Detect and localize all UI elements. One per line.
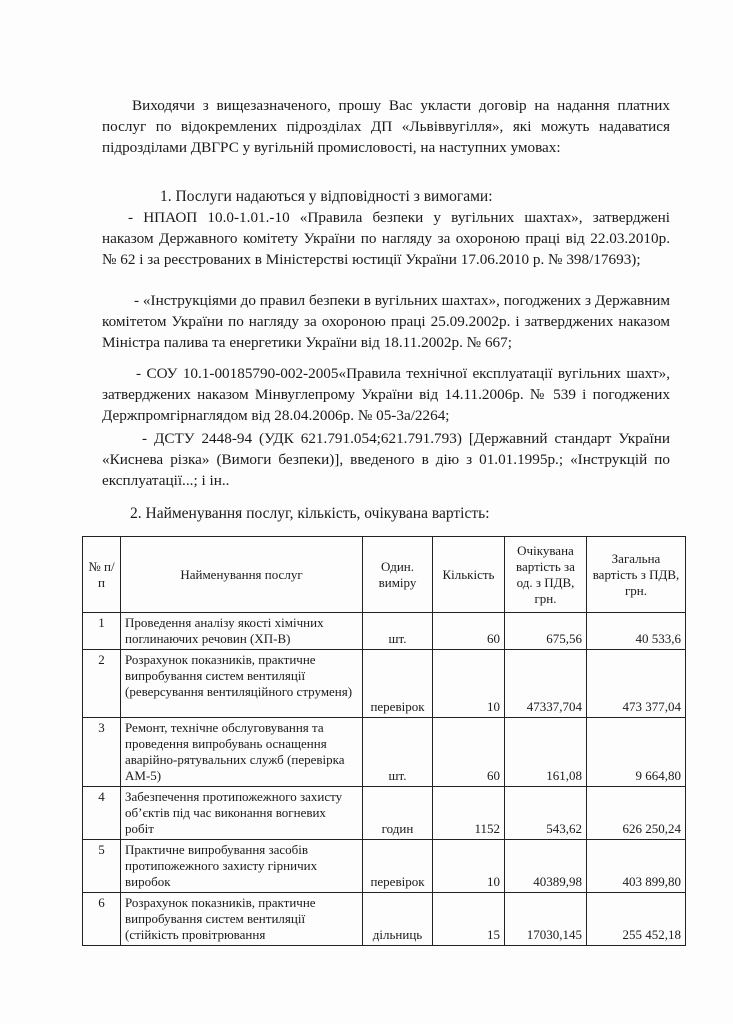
row-no: 2 [83, 650, 121, 718]
row-unit-price: 675,56 [505, 613, 587, 650]
requirement-item: - НПАОП 10.0-1.01.-10 «Правила безпеки у вугільних шахтах», затверджені наказом Державного комітету України по нагляду за охороною праці від 22.03.2010р. № 62 і за реєстрованих в Міністерстві юстиції України 17.06.2010 р. № 398/17693); [102, 209, 670, 268]
header-unit: Один. виміру [363, 537, 433, 613]
row-qty: 1152 [433, 787, 505, 840]
row-unit: перевірок [363, 840, 433, 893]
row-total: 473 377,04 [587, 650, 686, 718]
row-unit: шт. [363, 613, 433, 650]
row-name: Забезпечення протипожежного захисту об’єктів під час виконання вогневих робіт [121, 787, 363, 840]
table-row [83, 787, 686, 840]
row-unit-price: 17030,145 [505, 893, 587, 946]
table-row [83, 718, 686, 787]
header-no: № п/п [83, 537, 121, 613]
requirement-item: - СОУ 10.1-00185790-002-2005«Правила технічної експлуатації вугільних шахт», затверджених наказом Мінвуглепрому України від 14.11.2006р. № 539 і погоджених Держпромгірнаглядом від 28.04.2006р. № 05-3а/2264; [102, 365, 670, 424]
row-name: Розрахунок показників, практичне випробування систем вентиляції (реверсування вентиляційного струменя) [121, 650, 363, 718]
row-qty: 10 [433, 840, 505, 893]
row-name: Розрахунок показників, практичне випробування систем вентиляції (стійкість провітрювання [121, 893, 363, 946]
row-unit: перевірок [363, 650, 433, 718]
row-qty: 10 [433, 650, 505, 718]
table-row [83, 650, 686, 718]
table-row [83, 613, 686, 650]
row-qty: 60 [433, 613, 505, 650]
requirement-item: - ДСТУ 2448-94 (УДК 621.791.054;621.791.793) [Державний стандарт України «Киснева різка» (Вимоги безпеки)], введеного в дію з 01.01.1995р.; «Інструкцій по експлуатації...; і ін.. [102, 430, 670, 489]
table-header-row [83, 537, 686, 613]
row-no: 4 [83, 787, 121, 840]
row-unit-price: 40389,98 [505, 840, 587, 893]
row-total: 40 533,6 [587, 613, 686, 650]
services-table [82, 536, 686, 946]
row-no: 5 [83, 840, 121, 893]
header-name: Найменування послуг [121, 537, 363, 613]
row-total: 626 250,24 [587, 787, 686, 840]
section-2-heading: 2. Найменування послуг, кількість, очікувана вартість: [130, 505, 490, 522]
row-name: Практичне випробування засобів протипожежного захисту гірничих виробок [121, 840, 363, 893]
requirement-item: - «Інструкціями до правил безпеки в вугільних шахтах», погоджених з Державним комітетом України по нагляду за охороною праці 25.09.2002р. і затверджених наказом Міністра палива та енергетики України від 18.11.2002р. № 667; [102, 292, 670, 351]
row-no: 6 [83, 893, 121, 946]
row-no: 1 [83, 613, 121, 650]
section-1-heading: 1. Послуги надаються у відповідності з вимогами: [160, 188, 493, 205]
row-qty: 60 [433, 718, 505, 787]
row-qty: 15 [433, 893, 505, 946]
row-unit: дільниць [363, 893, 433, 946]
row-no: 3 [83, 718, 121, 787]
row-unit-price: 543,62 [505, 787, 587, 840]
intro-paragraph: Виходячи з вищезазначеного, прошу Вас укласти договір на надання платних послуг по відокремлених підрозділах ДП «Львіввугілля», які можуть надаватися підрозділами ДВГРС у вугільній промисловості, на наступних умовах: [102, 97, 670, 156]
row-unit: шт. [363, 718, 433, 787]
row-unit-price: 47337,704 [505, 650, 587, 718]
row-name: Проведення аналізу якості хімічних поглинаючих речовин (ХП-В) [121, 613, 363, 650]
table-row [83, 893, 686, 946]
table-row [83, 840, 686, 893]
row-total: 403 899,80 [587, 840, 686, 893]
row-total: 255 452,18 [587, 893, 686, 946]
row-unit: годин [363, 787, 433, 840]
row-unit-price: 161,08 [505, 718, 587, 787]
row-total: 9 664,80 [587, 718, 686, 787]
row-name: Ремонт, технічне обслуговування та проведення випробувань оснащення аварійно-рятувальних служб (перевірка АМ-5) [121, 718, 363, 787]
header-unit-price: Очікувана вартість за од. з ПДВ, грн. [505, 537, 587, 613]
header-qty: Кількість [433, 537, 505, 613]
header-total: Загальна вартість з ПДВ, грн. [587, 537, 686, 613]
